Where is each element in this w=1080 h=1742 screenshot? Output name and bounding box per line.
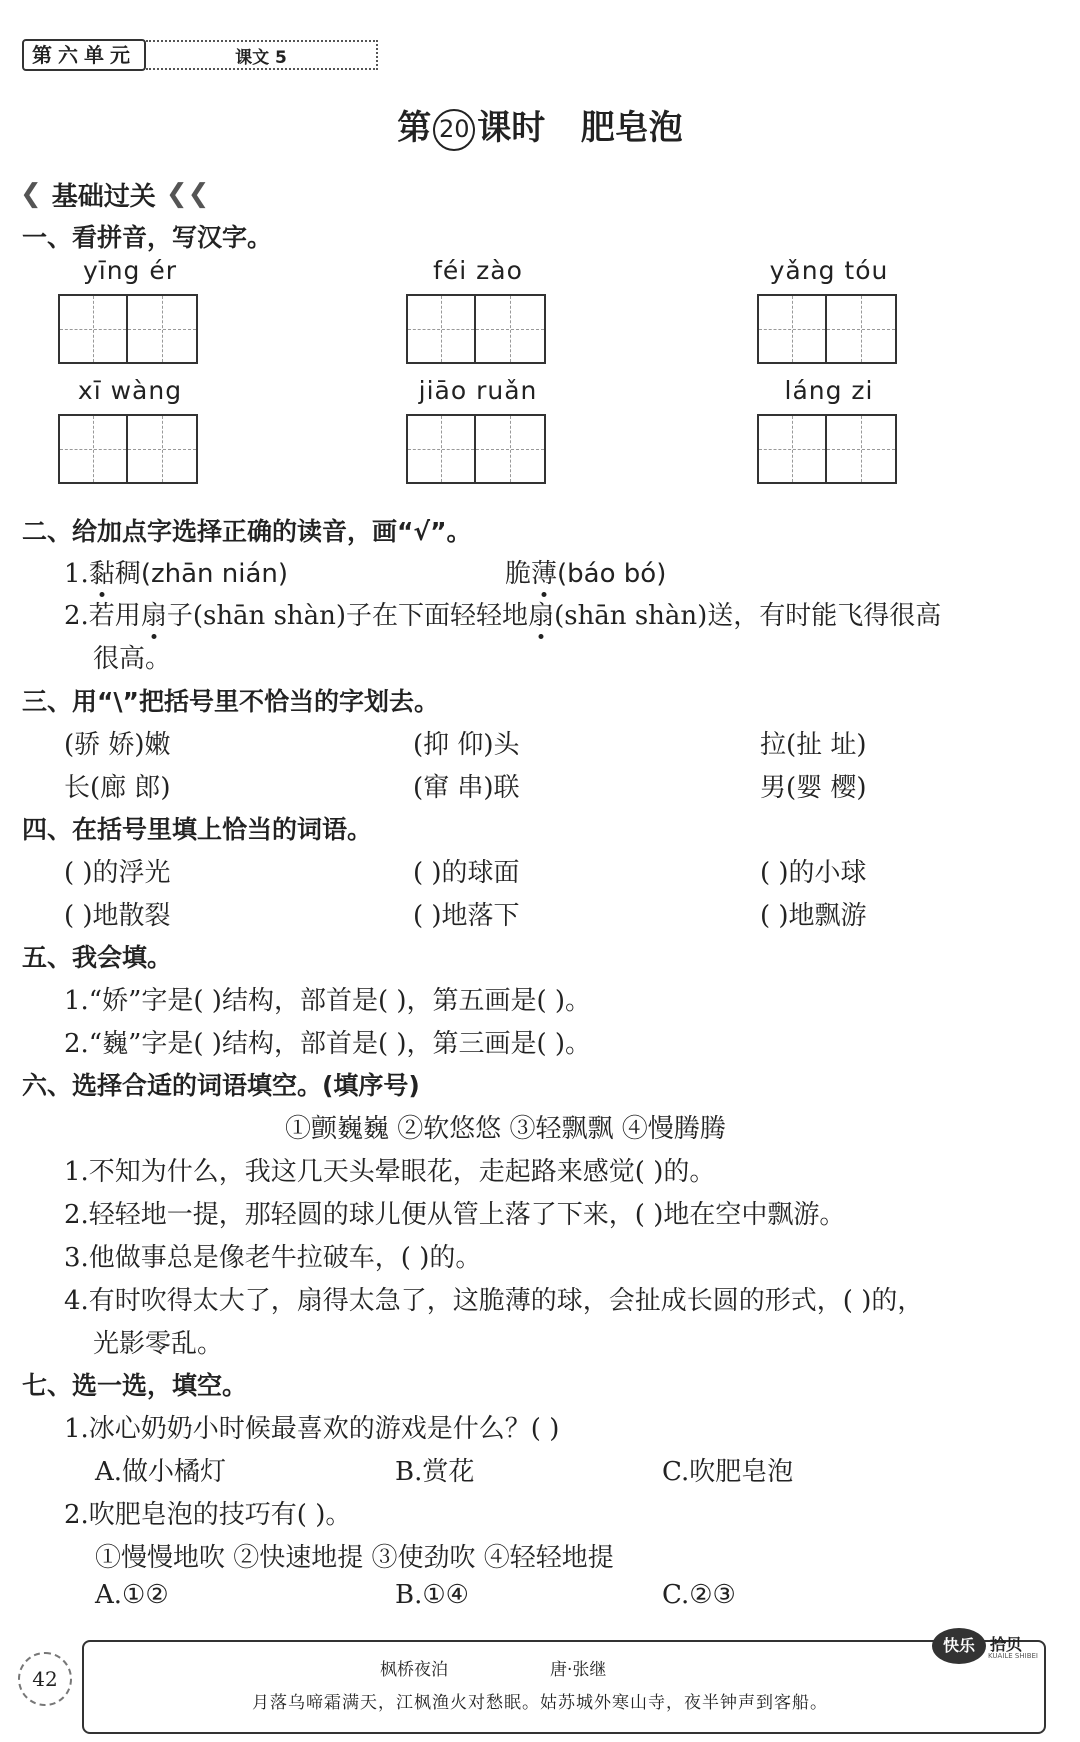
section-5-title: 五、我会填。 xyxy=(22,943,173,972)
unit-header xyxy=(22,40,378,70)
lesson-name: 肥皂泡 xyxy=(580,108,683,148)
s4-item-4: ( )地散裂 xyxy=(64,901,171,931)
writing-grid-3[interactable] xyxy=(757,294,897,364)
brand-logo-subtext: KUAILE SHIBEI xyxy=(988,1652,1038,1660)
section-2-title: 二、给加点字选择正确的读音，画“√”。 xyxy=(22,517,472,546)
s2-q2-cont: 很高。 xyxy=(93,644,172,674)
section-6-title: 六、选择合适的词语填空。(填序号) xyxy=(22,1071,420,1100)
s6-q3: 3.他做事总是像老牛拉破车，( )的。 xyxy=(64,1243,482,1273)
s6-options: ①颤巍巍 ②软悠悠 ③轻飘飘 ④慢腾腾 xyxy=(285,1114,726,1144)
s2-q2: 2.若用扇子(shān shàn)子在下面轻轻地扇(shān shàn)送，有时能飞得很高 xyxy=(64,601,942,631)
unit-label: 第六单元 xyxy=(22,39,146,71)
pinyin-3: yǎng tóu xyxy=(769,256,889,285)
section-badge xyxy=(20,176,209,212)
s6-q4: 4.有时吹得太大了，扇得太急了，这脆薄的球，会扯成长圆的形式，( )的， xyxy=(64,1286,924,1316)
badge-label: 基础过关 xyxy=(51,181,156,212)
s4-item-1: ( )的浮光 xyxy=(64,858,171,888)
s7-q2-items: ①慢慢地吹 ②快速地提 ③使劲吹 ④轻轻地提 xyxy=(95,1543,614,1573)
pinyin-4: xī wàng xyxy=(77,376,183,405)
pinyin-5: jiāo ruǎn xyxy=(418,376,538,405)
poem-title: 枫桥夜泊 xyxy=(380,1660,448,1680)
s4-item-5: ( )地落下 xyxy=(413,901,520,931)
section-1-title: 一、看拼音，写汉字。 xyxy=(22,223,273,252)
s6-q4-cont: 光影零乱。 xyxy=(93,1329,224,1359)
double-chevron-left-icon: ❮❮ xyxy=(165,179,210,209)
s4-item-3: ( )的小球 xyxy=(760,858,867,888)
s7-q2: 2.吹肥皂泡的技巧有( )。 xyxy=(64,1500,352,1530)
s4-item-6: ( )地飘游 xyxy=(760,901,867,931)
poem-author: 唐·张继 xyxy=(550,1660,607,1680)
s3-item-3: 拉(扯 址) xyxy=(760,730,867,760)
writing-grid-2[interactable] xyxy=(406,294,546,364)
s7-q1: 1.冰心奶奶小时候最喜欢的游戏是什么？( ) xyxy=(64,1414,560,1444)
pinyin-1: yīng ér xyxy=(82,256,178,285)
s5-q1: 1.“娇”字是( )结构，部首是( )，第五画是( )。 xyxy=(64,986,592,1016)
s3-item-1: (骄 娇)嫩 xyxy=(64,730,171,760)
s7-q1-opt-c: C.吹肥皂泡 xyxy=(662,1457,794,1487)
s2-q1b: 脆薄(báo bó) xyxy=(505,559,667,589)
s3-item-2: (抑 仰)头 xyxy=(413,730,520,760)
writing-grid-6[interactable] xyxy=(757,414,897,484)
dotted-char: 黏 xyxy=(88,559,115,589)
brand-logo: 快乐 xyxy=(932,1628,986,1664)
writing-grid-5[interactable] xyxy=(406,414,546,484)
lesson-number: 20 xyxy=(433,109,475,151)
dotted-char: 扇 xyxy=(528,601,555,631)
title-suffix: 课时 xyxy=(477,108,546,148)
s6-q2: 2.轻轻地一提，那轻圆的球儿便从管上落了下来，( )地在空中飘游。 xyxy=(64,1200,846,1230)
s7-q2-opt-a: A.①② xyxy=(95,1580,169,1610)
pinyin-2: féi zào xyxy=(433,256,523,285)
dotted-char: 薄 xyxy=(531,559,558,589)
poem-text: 月落乌啼霜满天，江枫渔火对愁眠。姑苏城外寒山寺，夜半钟声到客船。 xyxy=(252,1693,828,1713)
section-4-title: 四、在括号里填上恰当的词语。 xyxy=(22,815,373,844)
page-title xyxy=(0,100,1080,151)
s7-q1-opt-b: B.赏花 xyxy=(395,1457,475,1487)
section-3-title: 三、用“\”把括号里不恰当的字划去。 xyxy=(22,687,439,716)
dotted-char: 扇 xyxy=(140,601,167,631)
s4-item-2: ( )的球面 xyxy=(413,858,520,888)
s7-q1-opt-a: A.做小橘灯 xyxy=(95,1457,227,1487)
s6-q1: 1.不知为什么，我这几天头晕眼花，走起路来感觉( )的。 xyxy=(64,1157,716,1187)
lesson-tag: 课文 5 xyxy=(146,40,378,70)
pinyin-6: láng zi xyxy=(784,376,874,405)
writing-grid-4[interactable] xyxy=(58,414,198,484)
s5-q2: 2.“巍”字是( )结构，部首是( )，第三画是( )。 xyxy=(64,1029,592,1059)
brand-logo-text: 拾贝 xyxy=(990,1635,1023,1654)
writing-grid-1[interactable] xyxy=(58,294,198,364)
s7-q2-opt-c: C.②③ xyxy=(662,1580,736,1610)
page-number: 42 xyxy=(18,1652,72,1706)
s3-item-5: (窜 串)联 xyxy=(413,773,520,803)
s2-q1a: 1.黏稠(zhān nián) xyxy=(64,559,289,589)
s7-q2-opt-b: B.①④ xyxy=(395,1580,469,1610)
title-prefix: 第 xyxy=(397,108,432,148)
s3-item-6: 男(婴 樱) xyxy=(760,773,867,803)
chevron-left-icon: ❮ xyxy=(20,179,42,209)
section-7-title: 七、选一选，填空。 xyxy=(22,1371,248,1400)
s3-item-4: 长(廊 郎) xyxy=(64,773,171,803)
